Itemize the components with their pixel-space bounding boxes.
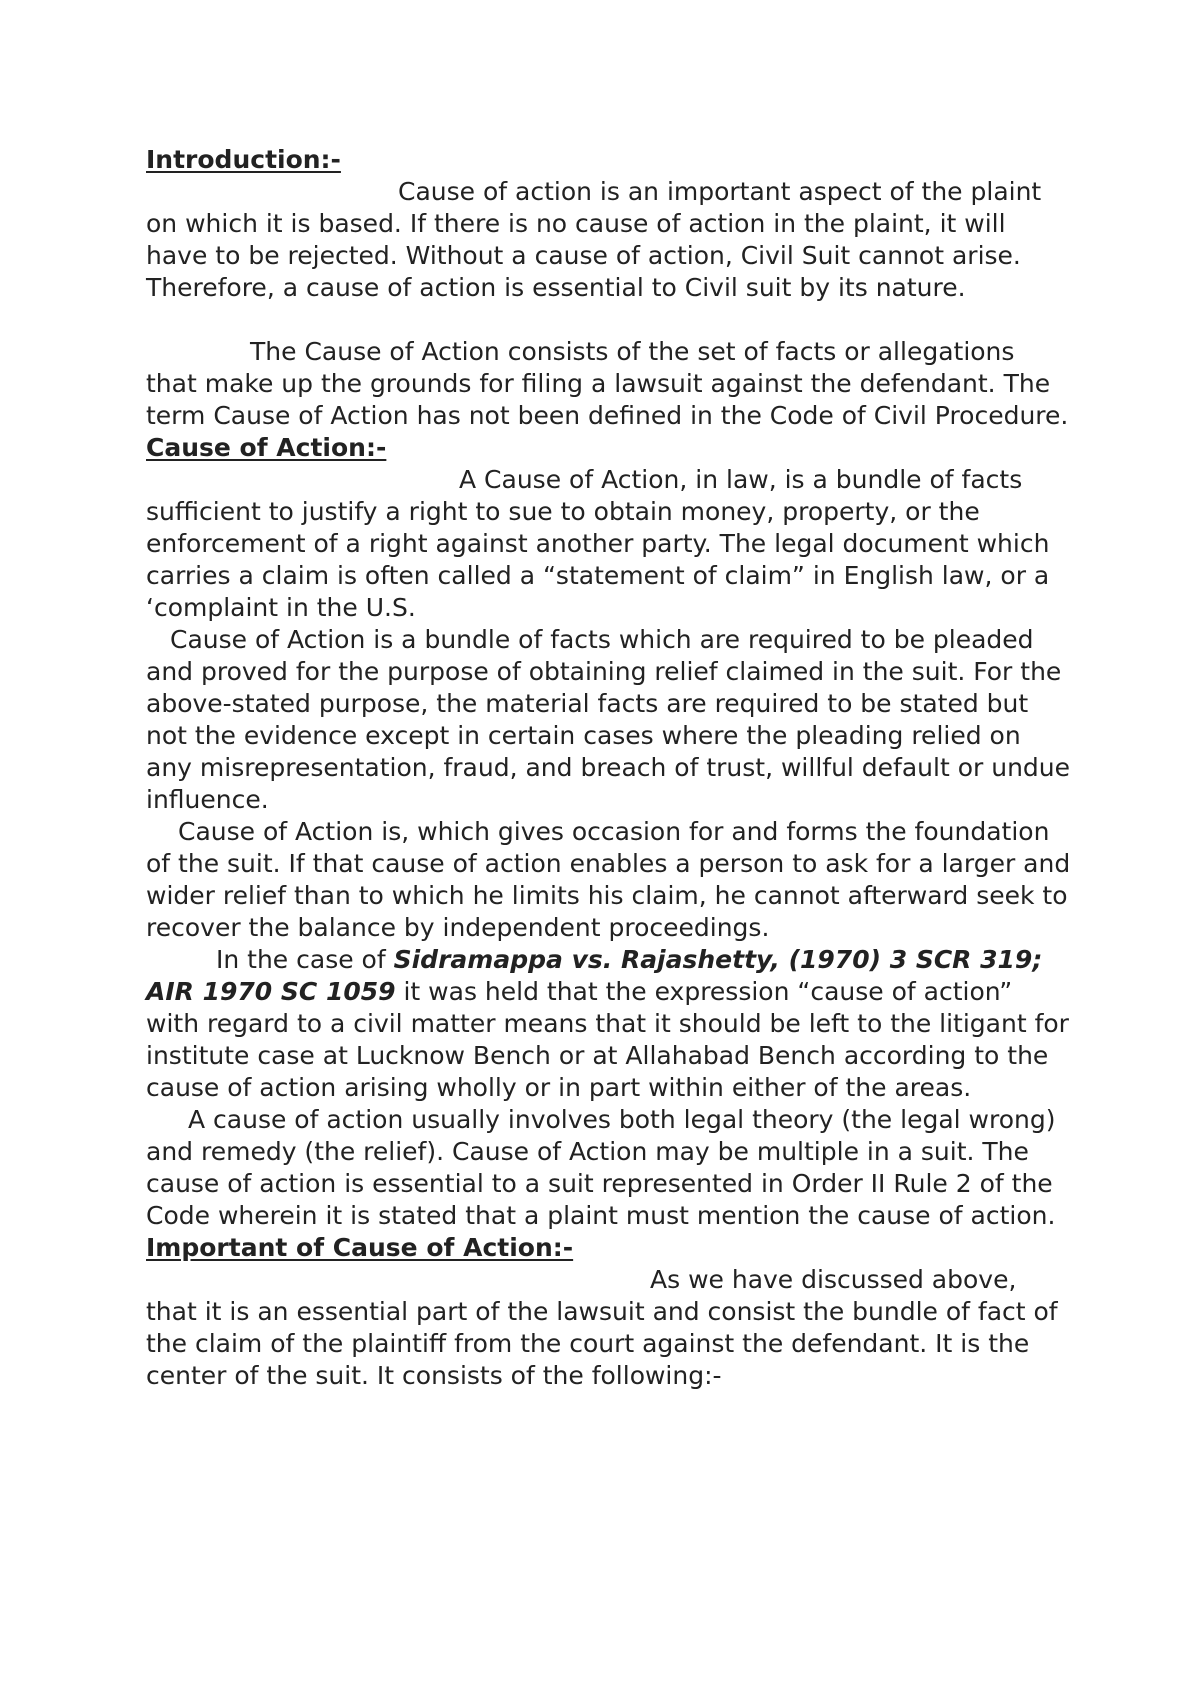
heading-importance: Important of Cause of Action:- (146, 1233, 574, 1262)
document-body (146, 144, 1072, 1392)
case-citation: Sidramappa vs. Rajashetty, (1970) 3 SCR 319; AIR 1970 SC 1059 (146, 945, 1043, 1006)
paragraph-importance-1: As we have discussed above, that it is an essential part of the lawsuit and consist the bundle of fact of the claim of the plaintiff from the court against the defendant. It is the center of the suit. It consists of the following:- (146, 1265, 1058, 1390)
paragraph-coa-1: A Cause of Action, in law, is a bundle of facts sufficient to justify a right to sue to obtain money, property, or the enforcement of a right against another party. The legal document which carries a claim is often called a “statement of claim” in English law, or a ‘complaint in the U.S. (146, 465, 1050, 622)
paragraph-coa-case (146, 944, 1072, 1104)
paragraph-coa-5: A cause of action usually involves both legal theory (the legal wrong) and remedy (the relief). Cause of Action may be multiple in a suit. The cause of action is essential to a suit represented in Order II Rule 2 of the Code wherein it is stated that a plaint must mention the cause of action. (146, 1105, 1056, 1230)
paragraph-intro-1: Cause of action is an important aspect of the plaint on which it is based. If there is no cause of action in the plaint, it will have to be rejected. Without a cause of action, Civil Suit cannot arise. Therefore, a cause of action is essential to Civil suit by its nature. (146, 177, 1042, 302)
case-intro-text: In the case of (216, 945, 394, 974)
paragraph-coa-2: Cause of Action is a bundle of facts which are required to be pleaded and proved for the purpose of obtaining relief claimed in the suit. For the above-stated purpose, the material facts are required to be stated but not the evidence except in certain cases where the pleading relied on any misrepresentation, fraud, and breach of trust, willful default or undue influence. (146, 625, 1071, 814)
heading-cause-of-action: Cause of Action:- (146, 433, 387, 462)
paragraph-coa-3: Cause of Action is, which gives occasion for and forms the foundation of the suit. If that cause of action enables a person to ask for a larger and wider relief than to which he limits his claim, he cannot afterward seek to recover the balance by independent proceedings. (146, 817, 1071, 942)
heading-introduction: Introduction:- (146, 145, 341, 174)
paragraph-intro-2: The Cause of Action consists of the set of facts or allegations that make up the grounds for filing a lawsuit against the defendant. The term Cause of Action has not been defined in the Code of Civil Procedure. (146, 337, 1069, 430)
case-holding-text: it was held that the expression “cause of action” with regard to a civil matter means that it should be left to the litigant for institute case at Lucknow Bench or at Allahabad Bench according to the cause of action arising wholly or in part within either of the areas. (146, 977, 1069, 1102)
